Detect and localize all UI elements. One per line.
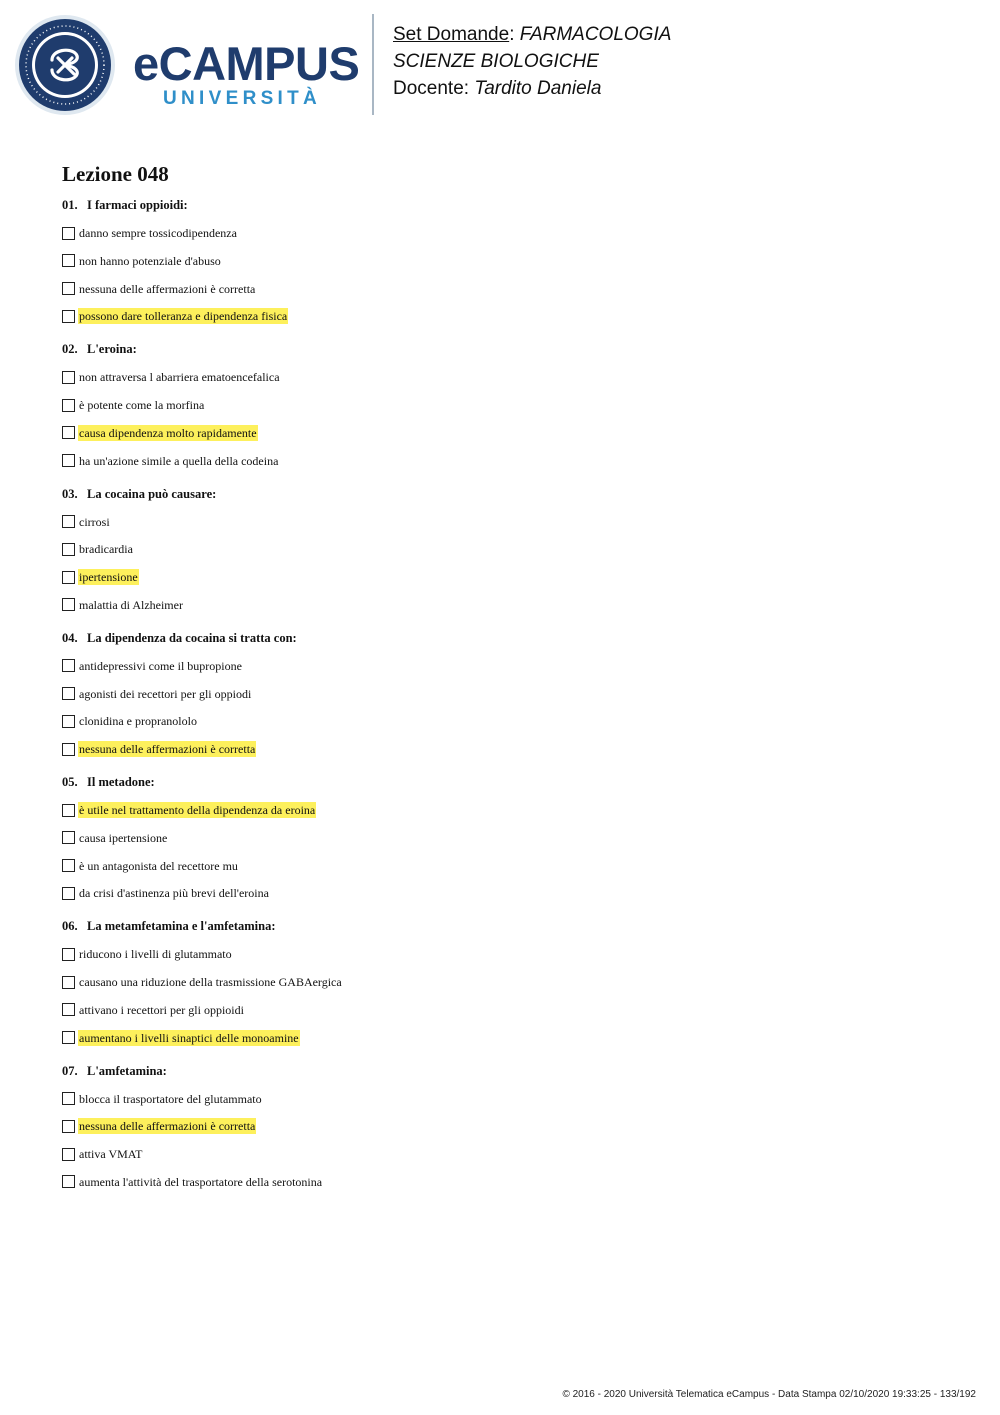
answer-option[interactable] <box>62 452 962 470</box>
question-1 <box>62 197 962 325</box>
answer-checkbox[interactable] <box>62 598 75 611</box>
question-number: 06. <box>62 919 78 934</box>
answer-text: ha un'azione simile a quella della codeina <box>79 453 279 468</box>
answer-text-correct: causa dipendenza molto rapidamente <box>79 425 257 440</box>
answer-checkbox[interactable] <box>62 254 75 267</box>
answer-text: è potente come la morfina <box>79 398 205 412</box>
answer-checkbox[interactable] <box>62 1148 75 1161</box>
answer-option[interactable] <box>62 1145 962 1163</box>
answer-option[interactable] <box>62 252 962 270</box>
question-4 <box>62 630 962 758</box>
question-number: 05. <box>62 775 78 789</box>
answer-text: agonisti dei recettori per gli oppiodi <box>79 686 252 701</box>
answer-text: causano una riduzione della trasmissione GABAergica <box>79 975 342 989</box>
answer-checkbox[interactable] <box>62 543 75 556</box>
question-text: L'amfetamina: <box>87 1063 167 1078</box>
answer-checkbox[interactable] <box>62 310 75 323</box>
lesson-title: Lezione 048 <box>62 162 169 186</box>
answer-text: blocca il trasportatore del glutammato <box>79 1091 262 1106</box>
question-2 <box>62 341 962 469</box>
answer-option[interactable] <box>62 657 962 675</box>
course-line <box>393 48 671 75</box>
answer-text: causa ipertensione <box>79 830 168 845</box>
logo-sub: UNIVERSITÀ <box>163 88 322 109</box>
ecampus-seal-logo-icon <box>14 14 116 116</box>
question-number: 02. <box>62 342 78 357</box>
answer-checkbox[interactable] <box>62 948 75 961</box>
answer-checkbox[interactable] <box>62 515 75 528</box>
answer-text: riducono i livelli di glutammato <box>79 947 232 962</box>
answer-text: antidepressivi come il bupropione <box>79 658 242 673</box>
set-label: Set Domande <box>393 24 510 45</box>
answer-text-correct: nessuna delle affermazioni è corretta <box>79 742 256 756</box>
answer-option[interactable] <box>62 596 962 614</box>
question-number: 04. <box>62 630 78 645</box>
answer-text: aumenta l'attività del trasportatore della serotonina <box>79 1174 323 1189</box>
answer-option[interactable] <box>62 568 962 586</box>
answer-checkbox[interactable] <box>62 715 75 728</box>
question-text: La metamfetamina e l'amfetamina: <box>87 919 276 934</box>
answer-checkbox[interactable] <box>62 804 75 817</box>
answer-option[interactable] <box>62 1001 962 1019</box>
answer-option[interactable] <box>62 740 962 758</box>
answer-checkbox[interactable] <box>62 743 75 756</box>
question-7 <box>62 1063 962 1191</box>
question-title <box>62 197 962 214</box>
question-title <box>62 774 962 791</box>
teacher: Tardito Daniela <box>474 78 602 99</box>
answer-option[interactable] <box>62 513 962 531</box>
answer-checkbox[interactable] <box>62 426 75 439</box>
answer-option[interactable] <box>62 540 962 558</box>
question-text: La dipendenza da cocaina si tratta con: <box>87 630 297 645</box>
answer-option[interactable] <box>62 801 962 819</box>
answer-option[interactable] <box>62 368 962 386</box>
answer-checkbox[interactable] <box>62 1120 75 1133</box>
answer-option[interactable] <box>62 224 962 242</box>
answer-text-correct: ipertensione <box>79 570 138 584</box>
answer-checkbox[interactable] <box>62 371 75 384</box>
answer-text: nessuna delle affermazioni è corretta <box>79 281 256 296</box>
answer-checkbox[interactable] <box>62 1031 75 1044</box>
answer-checkbox[interactable] <box>62 859 75 872</box>
answer-checkbox[interactable] <box>62 687 75 700</box>
answer-option[interactable] <box>62 685 962 703</box>
answer-text: da crisi d'astinenza più brevi dell'eroina <box>79 886 269 901</box>
answer-checkbox[interactable] <box>62 1092 75 1105</box>
answer-option[interactable] <box>62 1173 962 1191</box>
answer-checkbox[interactable] <box>62 282 75 295</box>
question-3 <box>62 486 962 614</box>
answer-text: attiva VMAT <box>79 1147 143 1161</box>
answer-option[interactable] <box>62 1090 962 1108</box>
answer-option[interactable] <box>62 280 962 298</box>
answer-text-correct: aumentano i livelli sinaptici delle monoamine <box>79 1030 299 1045</box>
answer-checkbox[interactable] <box>62 831 75 844</box>
set-info <box>393 21 671 102</box>
question-text: Il metadone: <box>87 775 155 789</box>
question-6 <box>62 918 962 1046</box>
answer-checkbox[interactable] <box>62 399 75 412</box>
answer-checkbox[interactable] <box>62 454 75 467</box>
question-title <box>62 1063 962 1080</box>
answer-option[interactable] <box>62 945 962 963</box>
question-5 <box>62 774 962 902</box>
question-title <box>62 341 962 358</box>
answer-text-correct: è utile nel trattamento della dipendenza da eroina <box>79 803 316 817</box>
question-title <box>62 630 962 647</box>
question-text: L'eroina: <box>87 342 137 357</box>
logo-word: eCAMPUS <box>133 37 360 90</box>
answer-checkbox[interactable] <box>62 887 75 900</box>
answer-text: non attraversa l abarriera ematoencefalica <box>79 370 280 385</box>
teacher-label: Docente: <box>393 78 475 99</box>
answer-option[interactable] <box>62 857 962 875</box>
answer-option[interactable] <box>62 307 962 325</box>
answer-text-correct: nessuna delle affermazioni è corretta <box>79 1119 256 1134</box>
question-text: La cocaina può causare: <box>87 486 217 501</box>
teacher-line <box>393 75 671 102</box>
ecampus-wordmark-logo <box>133 37 360 112</box>
header-divider <box>372 14 374 115</box>
answer-checkbox[interactable] <box>62 571 75 584</box>
answer-text: non hanno potenziale d'abuso <box>79 253 221 268</box>
question-number: 03. <box>62 486 78 501</box>
answer-checkbox[interactable] <box>62 1175 75 1188</box>
answer-checkbox[interactable] <box>62 227 75 240</box>
answer-text: è un antagonista del recettore mu <box>79 858 238 873</box>
answer-text: cirrosi <box>79 514 110 529</box>
answer-checkbox[interactable] <box>62 659 75 672</box>
question-title <box>62 486 962 503</box>
answer-option[interactable] <box>62 424 962 442</box>
answer-text: danno sempre tossicodipendenza <box>79 226 237 240</box>
course: SCIENZE BIOLOGICHE <box>393 51 599 72</box>
answer-text: attivano i recettori per gli oppioidi <box>79 1002 244 1017</box>
answer-checkbox[interactable] <box>62 1003 75 1016</box>
answer-option[interactable] <box>62 829 962 847</box>
answer-option[interactable] <box>62 396 962 414</box>
question-number: 07. <box>62 1063 78 1078</box>
answer-option[interactable] <box>62 973 962 991</box>
page-footer: © 2016 - 2020 Università Telematica eCampus - Data Stampa 02/10/2020 19:33:25 - 133/192 <box>562 1389 976 1400</box>
answer-text-correct: possono dare tolleranza e dipendenza fisica <box>79 309 288 324</box>
question-number: 01. <box>62 198 78 212</box>
answer-text: malattia di Alzheimer <box>79 597 183 612</box>
question-list <box>62 197 962 1191</box>
answer-text: clonidina e propranololo <box>79 714 197 729</box>
answer-option[interactable] <box>62 1029 962 1047</box>
question-title <box>62 918 962 935</box>
page-header <box>0 0 1000 130</box>
set-line <box>393 21 671 48</box>
answer-option[interactable] <box>62 1117 962 1135</box>
answer-text: bradicardia <box>79 542 133 557</box>
subject: FARMACOLOGIA <box>519 24 672 45</box>
quiz-content <box>62 160 962 1207</box>
answer-option[interactable] <box>62 712 962 730</box>
answer-checkbox[interactable] <box>62 976 75 989</box>
answer-option[interactable] <box>62 884 962 902</box>
question-text: I farmaci oppioidi: <box>87 198 188 212</box>
set-sep: : <box>509 24 520 45</box>
